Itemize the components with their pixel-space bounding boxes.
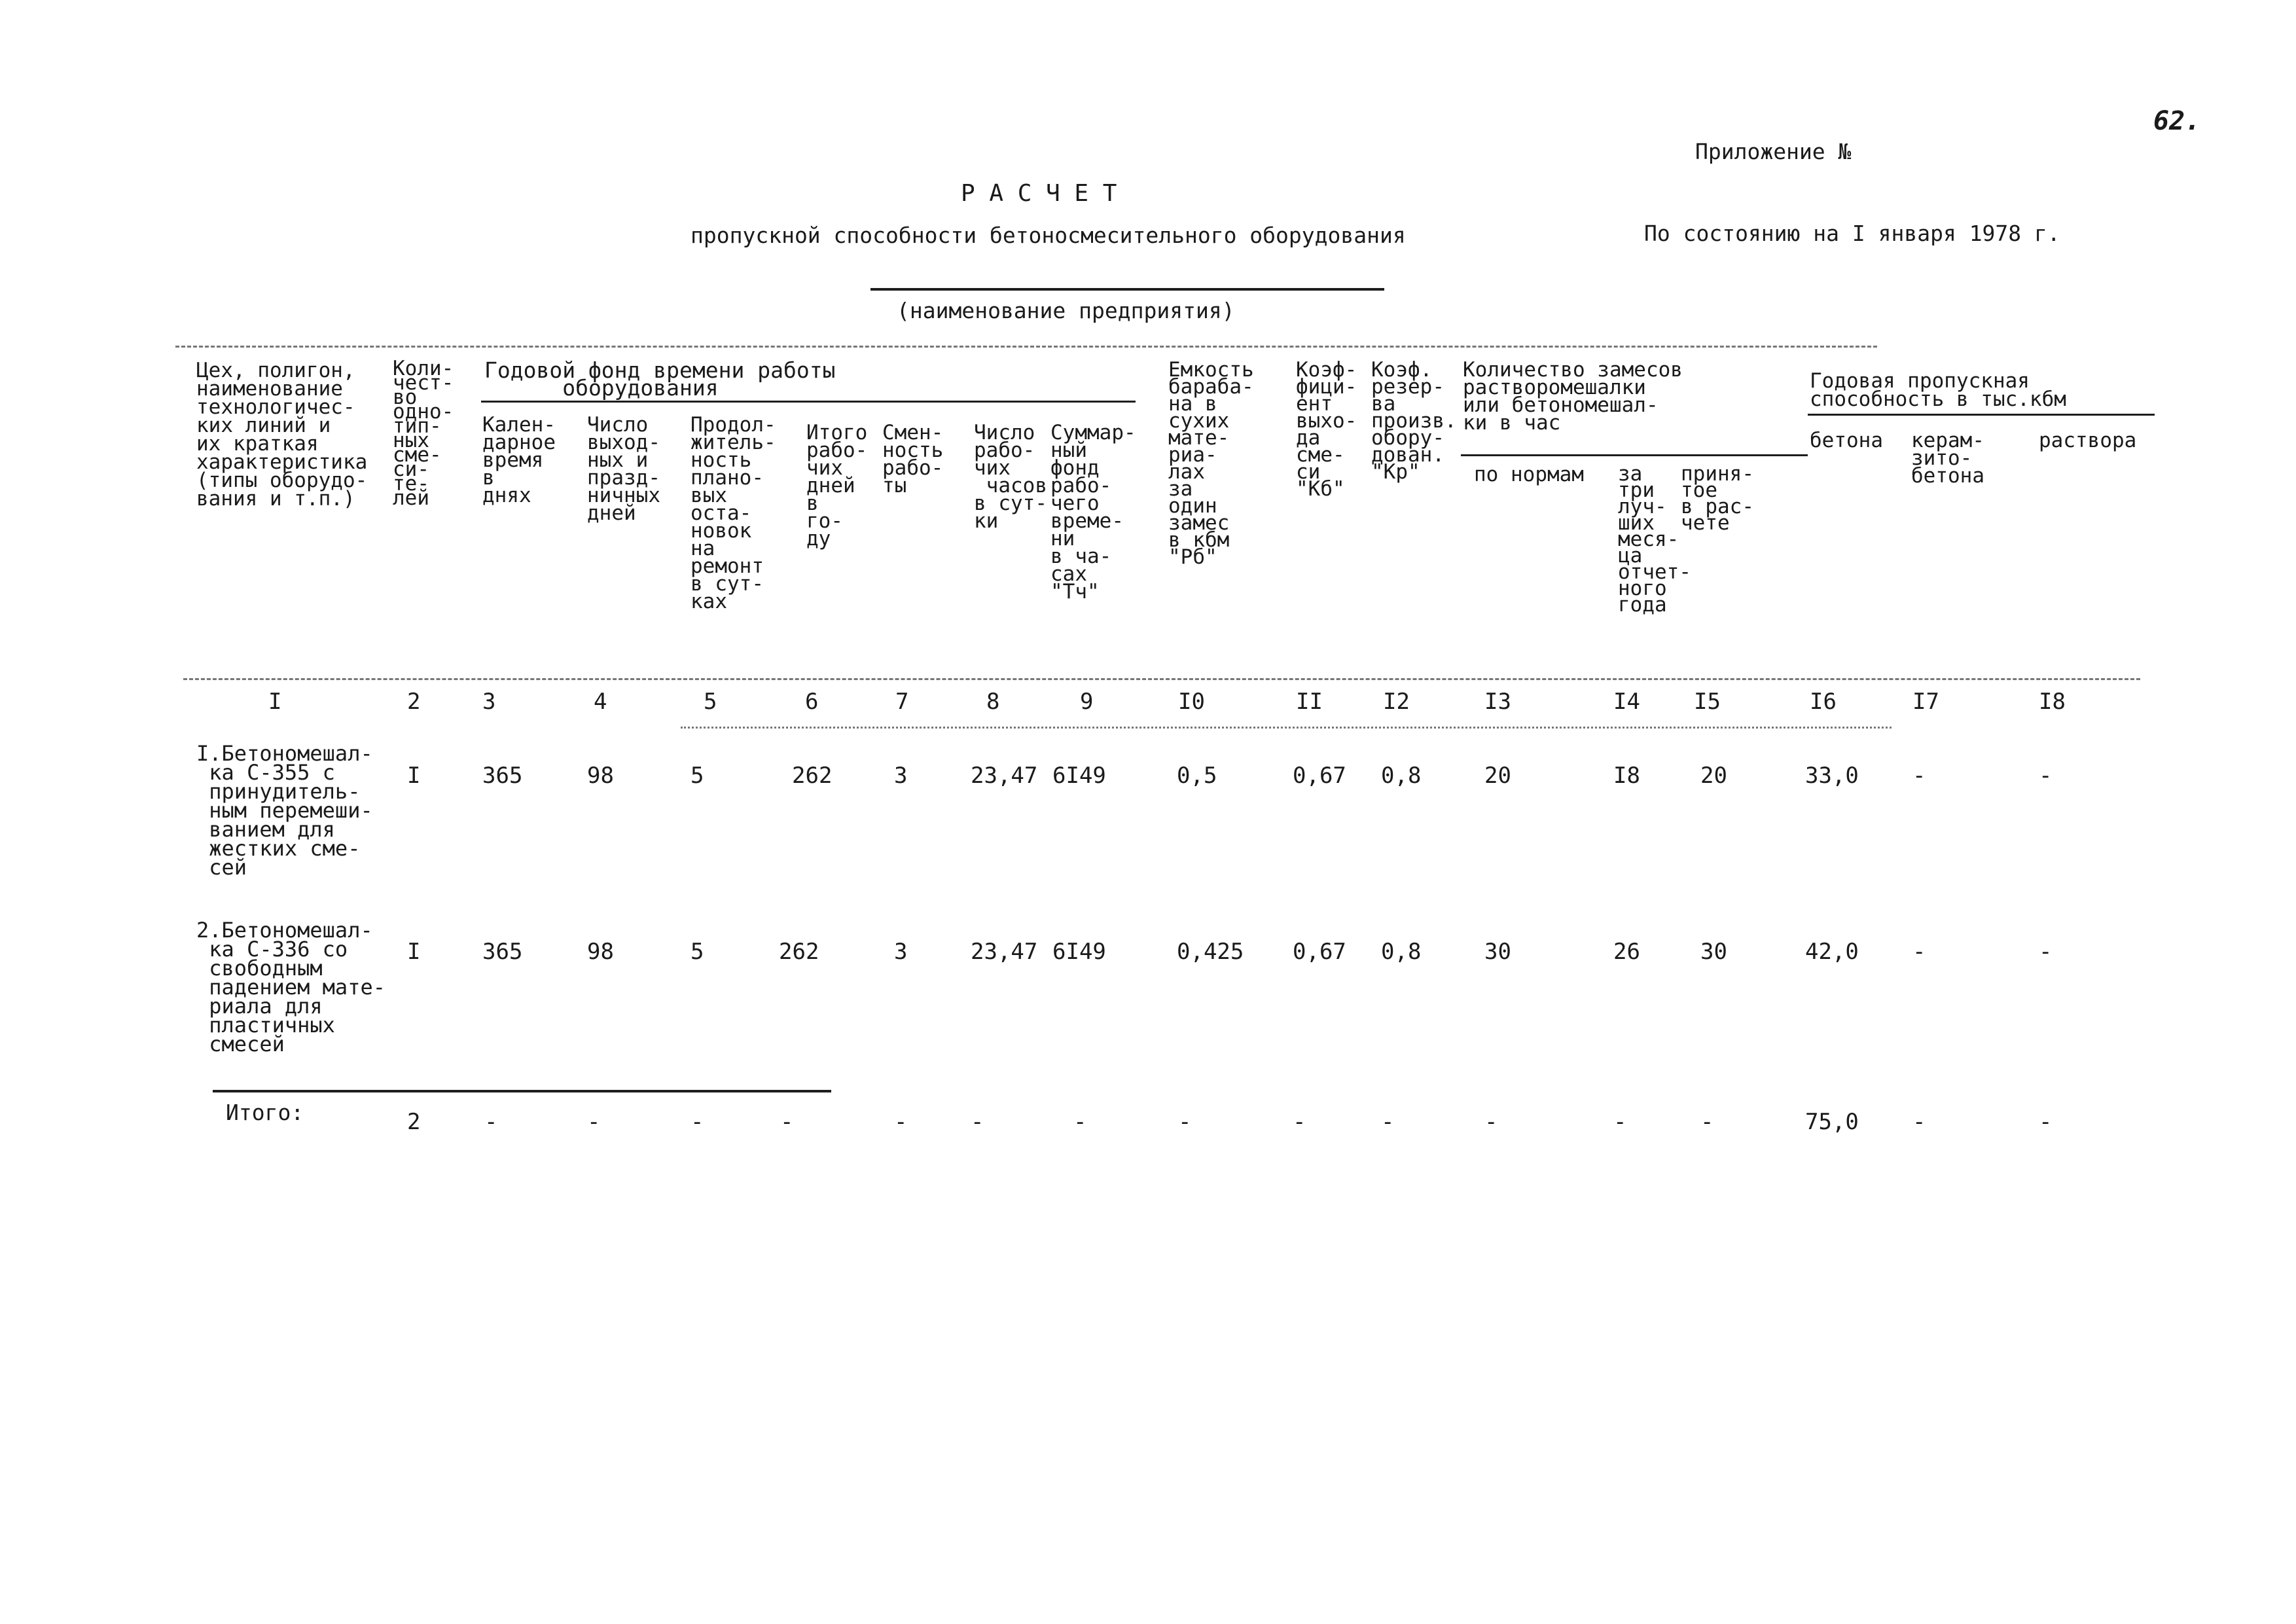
column-number: I2 [1383,689,1410,715]
document-title: Р А С Ч Е Т [961,180,1117,207]
header-col-7: Смен- ность рабо- ты [882,421,944,497]
row-1-cell: 23,47 [971,763,1038,789]
header-col-5: Продол- житель- ность плано- вых оста- новок на ремонт в сут- ках [691,413,776,613]
total-cell: - [587,1109,601,1135]
header-col-2: Коли- чест- во одно- тип- ных сме- си- те- лей [393,357,454,510]
total-cell: - [971,1109,984,1135]
total-cell: - [1381,1109,1395,1135]
header-group-capacity: Годовая пропускная способность в тыс.кбм [1810,369,2066,411]
total-cell: - [1073,1109,1087,1135]
row-2-cell: 0,8 [1381,939,1422,965]
row-1-cell: 33,0 [1805,763,1859,789]
column-number: 6 [805,689,819,715]
row-1-cell: 98 [587,763,614,789]
header-col-14: за три луч- ших меся- ца отчет- ного года [1618,462,1691,617]
row-1-cell: I8 [1613,763,1640,789]
total-label: Итого: [226,1100,304,1125]
column-number: II [1296,689,1323,715]
row-2-cell: 23,47 [971,939,1038,965]
row-2-cell: I [407,939,421,965]
total-cell: - [780,1109,794,1135]
row-2-cell: 30 [1484,939,1511,965]
total-cell: - [1293,1109,1306,1135]
header-col-11: Коэф- фици- ент выхо- да сме- си "Кб" [1296,358,1357,501]
row-2-cell: 365 [482,939,523,965]
row-1-cell: 0,8 [1381,763,1422,789]
total-cell: - [1613,1109,1627,1135]
table-top-rule [175,346,1877,348]
row-1-cell: 20 [1484,763,1511,789]
row-1-cell: 5 [691,763,704,789]
as-of-date: По состоянию на I января 1978 г. [1644,221,2060,246]
row-1-cell: 20 [1700,763,1727,789]
row-1-cell: 262 [792,763,833,789]
header-col-1: Цех, полигон, наименование технологичес- ких линий и их краткая характеристика (типы оборудо- вания и т.п.) [196,359,368,511]
column-number: 8 [986,689,1000,715]
header-group-capacity-rule [1808,414,2155,416]
header-col-13: по нормам [1474,463,1584,486]
header-col-6: Итого рабо- чих дней в го- ду [806,421,868,550]
column-number: 5 [704,689,717,715]
header-col-15: приня- тое в рас- чете [1681,462,1754,535]
header-col-3: Кален- дарное время в днях [482,413,556,507]
header-col-17: керам- зито- бетона [1911,429,1984,488]
total-cell: - [1912,1109,1926,1135]
row-2-cell: 6I49 [1052,939,1106,965]
document-subtitle: пропускной способности бетоносмесительного оборудования [691,223,1406,248]
enterprise-caption: (наименование предприятия) [897,298,1235,323]
row-2-cell: 262 [779,939,819,965]
row-1-cell: I [407,763,421,789]
header-col-8: Число рабо- чих часов в сут- ки [974,421,1047,533]
row-2-name: 2.Бетономешал- ка С-336 со свободным падением мате- риала для пластичных смесей [196,918,386,1056]
header-col-12: Коэф. резер- ва произв. обору- дован. "Кр" [1371,358,1457,484]
row-1-cell: 365 [482,763,523,789]
column-number: 2 [407,689,421,715]
total-cell: 75,0 [1805,1109,1859,1135]
row-2-cell: 30 [1700,939,1727,965]
header-col-10: Емкость бараба- на в сухих мате- риа- лах за один замес в кбм "Рб" [1168,358,1254,569]
column-number: I5 [1694,689,1721,715]
total-cell: - [1700,1109,1714,1135]
row-2-cell: 0,67 [1293,939,1346,965]
header-col-9: Суммар- ный фонд рабо- чего време- ни в ча- сах "Тч" [1050,421,1136,604]
column-number: I7 [1912,689,1939,715]
header-group-batches-rule [1461,454,1808,456]
column-number: 4 [594,689,607,715]
row-1-cell: 3 [894,763,908,789]
total-cell: - [894,1109,908,1135]
header-col-4: Число выход- ных и празд- ничных дней [587,413,660,525]
column-numbers-bottom-rule [681,727,1892,729]
header-group-time: Годовой фонд времени работы оборудования [484,357,836,401]
column-number: I8 [2039,689,2066,715]
row-2-cell: - [2039,939,2053,965]
total-cell: - [2039,1109,2053,1135]
column-number: I6 [1810,689,1837,715]
header-col-16: бетона [1810,429,1883,452]
row-1-cell: 0,5 [1177,763,1217,789]
row-1-cell: 0,67 [1293,763,1346,789]
row-1-cell: - [2039,763,2053,789]
header-col-18: раствора [2039,429,2137,452]
appendix-label: Приложение № [1695,139,1865,164]
row-2-cell: 5 [691,939,704,965]
column-number: 7 [895,689,909,715]
row-1-name: I.Бетономешал- ка С-355 с принудитель- ным перемеши- ванием для жестких сме- сей [196,741,373,880]
total-rule [213,1090,831,1092]
total-cell: - [484,1109,498,1135]
enterprise-underline [870,288,1384,291]
column-number: I3 [1484,689,1511,715]
header-group-time-rule [481,401,1136,403]
total-cell: - [1484,1109,1498,1135]
total-cell: 2 [407,1109,421,1135]
row-1-cell: - [1912,763,1926,789]
column-number: 3 [482,689,496,715]
row-2-cell: 42,0 [1805,939,1859,965]
header-bottom-rule [183,678,2140,680]
page-number: 62. [2153,106,2201,136]
header-group-batches: Количество замесов растворомешалки или бетономешал- ки в час [1463,358,1683,435]
row-2-cell: 98 [587,939,614,965]
total-cell: - [691,1109,704,1135]
column-number: 9 [1080,689,1094,715]
row-2-cell: - [1912,939,1926,965]
row-2-cell: 0,425 [1177,939,1244,965]
row-2-cell: 26 [1613,939,1640,965]
total-cell: - [1178,1109,1192,1135]
column-number: I [268,689,282,715]
row-1-cell: 6I49 [1052,763,1106,789]
row-2-cell: 3 [894,939,908,965]
column-number: I4 [1613,689,1640,715]
column-number: I0 [1178,689,1205,715]
